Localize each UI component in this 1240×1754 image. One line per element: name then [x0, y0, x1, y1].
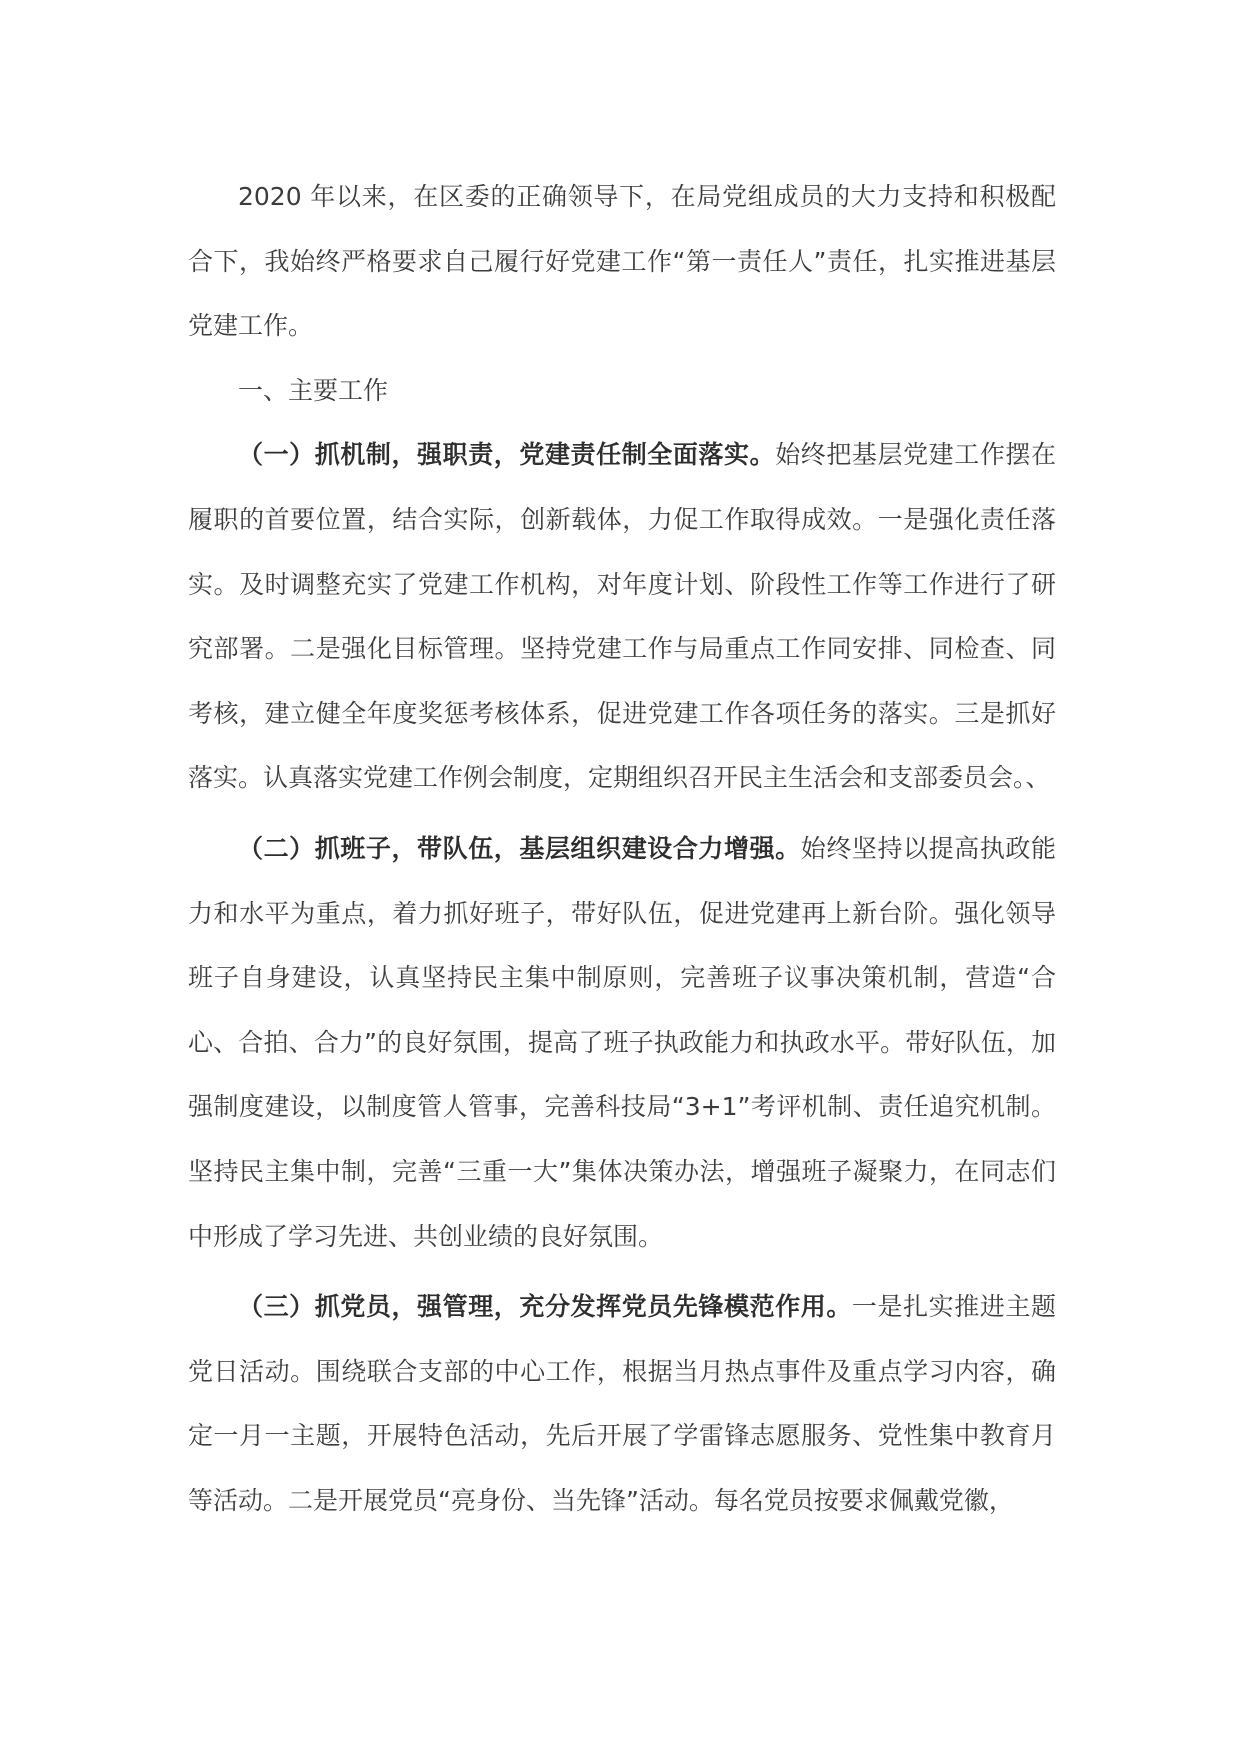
item-lead-3: （三）抓党员，强管理，充分发挥党员先锋模范作用。	[238, 1292, 852, 1322]
item-body-3: 一是扎实推进主题党日活动。围绕联合支部的中心工作，根据当月热点事件及重点学习内容，确定一月一主题，开展特色活动，先后开展了学雷锋志愿服务、党性集中教育月等活动。二是开展党员“亮身份、当先锋”活动。每名党员按要求佩戴党徽，	[188, 1292, 1056, 1515]
item-paragraph-1	[188, 423, 1056, 811]
document-page	[188, 165, 1056, 1533]
item-lead-2: （二）抓班子，带队伍，基层组织建设合力增强。	[238, 833, 801, 863]
item-lead-1: （一）抓机制，强职责，党建责任制全面落实。	[238, 440, 776, 470]
item-paragraph-2	[188, 817, 1056, 1269]
intro-paragraph: 2020 年以来，在区委的正确领导下，在局党组成员的大力支持和积极配合下，我始终严格要求自己履行好党建工作“第一责任人”责任，扎实推进基层党建工作。	[188, 182, 1056, 341]
item-paragraph-3	[188, 1275, 1056, 1533]
item-body-2: 始终坚持以提高执政能力和水平为重点，着力抓好班子，带好队伍，促进党建再上新台阶。强化领导班子自身建设，认真坚持民主集中制原则，完善班子议事决策机制，营造“合心、合拍、合力”的良好氛围，提高了班子执政能力和执政水平。带好队伍，加强制度建设，以制度管人管事，完善科技局“3+1”考评机制、责任追究机制。坚持民主集中制，完善“三重一大”集体决策办法，增强班子凝聚力，在同志们中形成了学习先进、共创业绩的良好氛围。	[188, 833, 1056, 1251]
item-body-1: 始终把基层党建工作摆在履职的首要位置，结合实际，创新载体，力促工作取得成效。一是强化责任落实。及时调整充实了党建工作机构，对年度计划、阶段性工作等工作进行了研究部署。二是强化目标管理。坚持党建工作与局重点工作同安排、同检查、同考核，建立健全年度奖惩考核体系，促进党建工作各项任务的落实。三是抓好落实。认真落实党建工作例会制度，定期组织召开民主生活会和支部委员会。、	[188, 440, 1056, 793]
section-heading: 一、主要工作	[238, 375, 389, 405]
